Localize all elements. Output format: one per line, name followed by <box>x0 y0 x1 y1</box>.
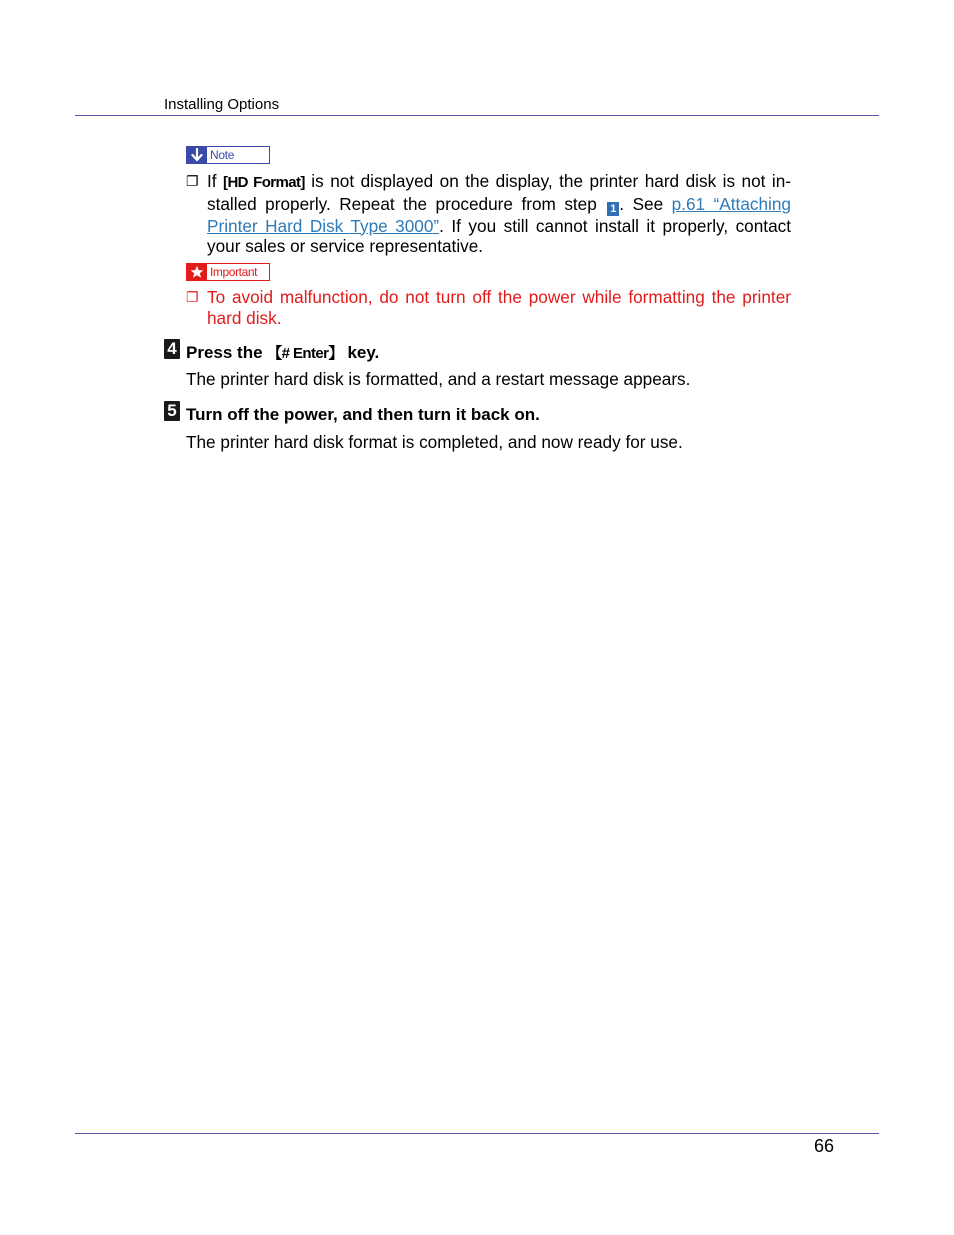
checkbox-bullet-icon: ❐ <box>186 289 199 305</box>
step-number-5: 5 <box>164 401 180 421</box>
step-reference-icon: 1 <box>607 202 619 216</box>
footer-divider <box>75 1133 879 1134</box>
important-label: Important <box>210 265 258 279</box>
step-4-title: Press the 【# Enter】 key. <box>186 343 380 362</box>
step-5-description: The printer hard disk format is completed, and now ready for use. <box>186 432 683 452</box>
note-label: Note <box>210 148 235 162</box>
important-item <box>186 287 791 328</box>
attaching-hard-disk-link[interactable]: p.61 “Attaching Printer Hard Disk Type 3000” <box>207 193 791 236</box>
star-icon <box>187 264 207 280</box>
step-5-title: Turn off the power, and then turn it back on. <box>186 405 540 424</box>
note-item-text: If [HD Format] is not displayed on the display, the printer hard disk is not in-stalled properly. Repeat the procedure from step 1 . See p.61 “Attaching Printer Hard Disk Type 3000”. If you still cannot install it properly, contact your sales or service representative. <box>207 171 792 256</box>
checkbox-bullet-icon: ❐ <box>186 173 199 189</box>
note-badge <box>186 146 270 164</box>
enter-key-label: 【# Enter】 <box>267 345 343 362</box>
hd-format-key-label: [HD Format] <box>223 174 305 191</box>
step-4-description: The printer hard disk is formatted, and a restart message appears. <box>186 369 691 389</box>
down-arrow-icon <box>187 147 207 163</box>
section-title: Installing Options <box>164 96 280 113</box>
step-number-4: 4 <box>164 339 180 359</box>
page-number: 66 <box>814 1136 835 1156</box>
note-item <box>186 171 791 257</box>
important-badge <box>186 263 270 281</box>
header-divider <box>75 115 879 116</box>
important-item-text: To avoid malfunction, do not turn off the power while formatting the printer hard disk. <box>207 287 791 328</box>
